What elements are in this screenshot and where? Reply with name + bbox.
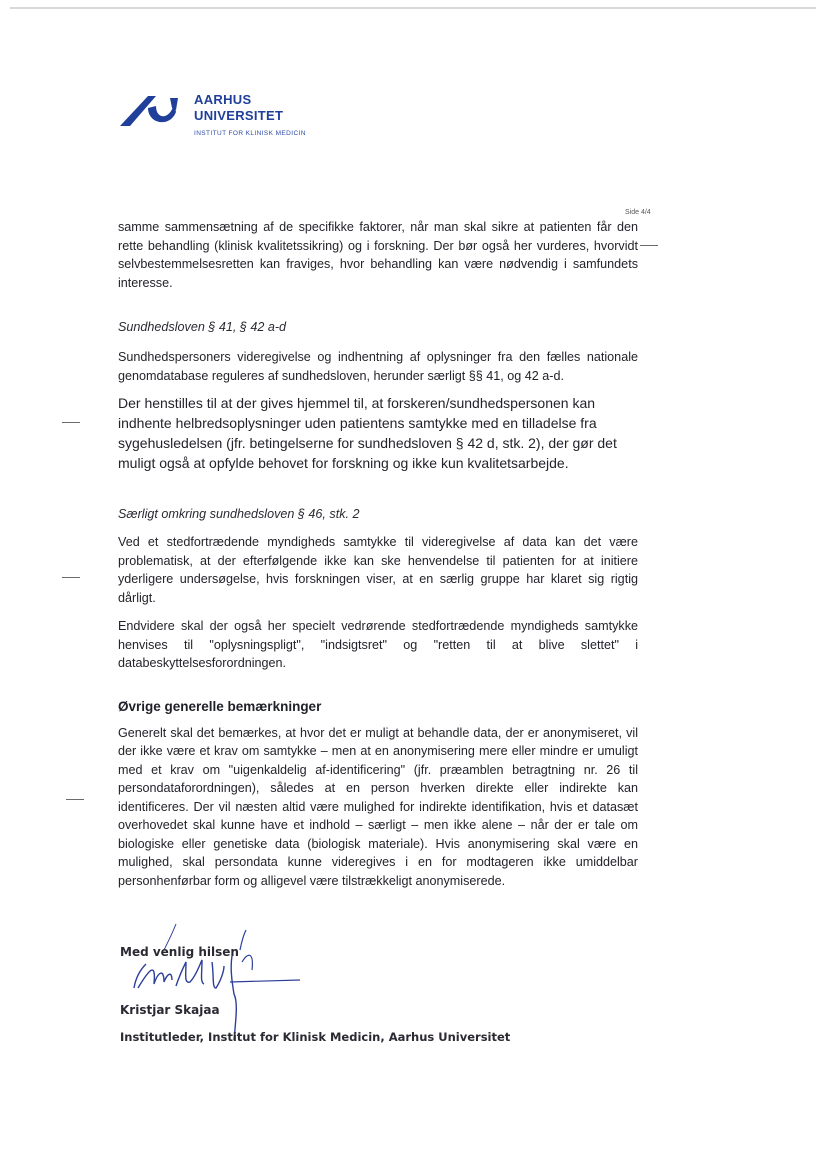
heading-ovrige-bemaerkninger: Øvrige generelle bemærkninger: [118, 698, 322, 714]
paragraph-stedfortraedende: Ved et stedfortrædende myndigheds samtykke til videregivelse af data kan det være problematisk, at der efterfølgende ikke kan ske henvendelse til patienten for at initiere yderligere undersøgelse, hvis forskningen viser, at en særlig gruppe har klaret sig rigtig dårligt.: [118, 535, 638, 605]
letter-body: [118, 218, 638, 890]
heading-sundhedsloven-46: Særligt omkring sundhedsloven § 46, stk. 2: [118, 507, 360, 521]
paragraph-endvidere: Endvidere skal der også her specielt vedrørende stedfortrædende myndigheds samtykke henvises til "oplysningspligt", "indsigtsret" og "retten til at blive slettet" i databeskyttelsesforordningen.: [118, 619, 638, 670]
margin-mark: [62, 577, 80, 578]
margin-mark: [62, 422, 80, 423]
logo-line-aarhus: AARHUS: [194, 92, 252, 107]
paragraph-intro: samme sammensætning af de specifikke faktorer, når man skal sikre at patienten får den rette behandling (klinisk kvalitetssikring) og i forskning. Der bør også her vurderes, hvorvidt selvbestemmelsesretten kan fraviges, hvor behandling kan være nødvendig i samfundets interesse.: [118, 220, 638, 290]
signature-name: Kristjar Skajaa: [120, 1003, 220, 1017]
au-logo-icon: [118, 94, 184, 130]
signature-greeting: Med venlig hilsen: [120, 945, 239, 959]
logo-institute-line: INSTITUT FOR KLINISK MEDICIN: [194, 130, 306, 137]
paragraph-generelt: Generelt skal det bemærkes, at hvor det er muligt at behandle data, der er anonymiseret, vil der ikke være et krav om samtykke – men at en anonymisering mere eller mindre er umuligt med et krav om "uigenkaldelig af-identificering" (jfr. præamblen betragtning nr. 26 til persondataforordningen), således at en person hverken direkte eller indirekte kan identificeres. Der vil næsten altid være mulighed for indirekte identifikation, hvis et datasæt overhovedet skal kunne have et indhold – særligt – men ikke alene – når der er tale om biologiske eller genetiske data (biologisk materiale). Hvis anonymisering skal være en mulighed, skal persondata kunne videregives i en for modtageren ikke umiddelbar personhenførbar form og alligevel være tilstrækkeligt anonymiserede.: [118, 725, 638, 888]
heading-sundhedsloven-41-42: Sundhedsloven § 41, § 42 a-d: [118, 320, 287, 334]
paragraph-henstilling: Der henstilles til at der gives hjemmel til, at forskeren/sundhedspersonen kan indhente helbredsoplysninger uden patientens samtykke med en tilladelse fra sygehusledelsen (jfr. betingelserne for sundhedsloven § 42 d, stk. 2), der gør det muligt også at opfylde behovet for forskning og ikke kun kvalitetsarbejde.: [118, 395, 617, 471]
page-number: Side 4/4: [625, 209, 651, 216]
paragraph-genomdatabase: Sundhedspersoners videregivelse og indhentning af oplysninger fra den fælles nationale genomdatabase reguleres af sundhedsloven, herunder særligt §§ 41, og 42 a-d.: [118, 350, 638, 383]
margin-mark: [640, 245, 658, 246]
logo-line-universitet: UNIVERSITET: [194, 108, 284, 123]
scan-top-edge: [10, 7, 816, 9]
signature-title: Institutleder, Institut for Klinisk Medicin, Aarhus Universitet: [120, 1030, 511, 1044]
university-logo: [118, 92, 348, 152]
margin-mark: [66, 799, 84, 800]
